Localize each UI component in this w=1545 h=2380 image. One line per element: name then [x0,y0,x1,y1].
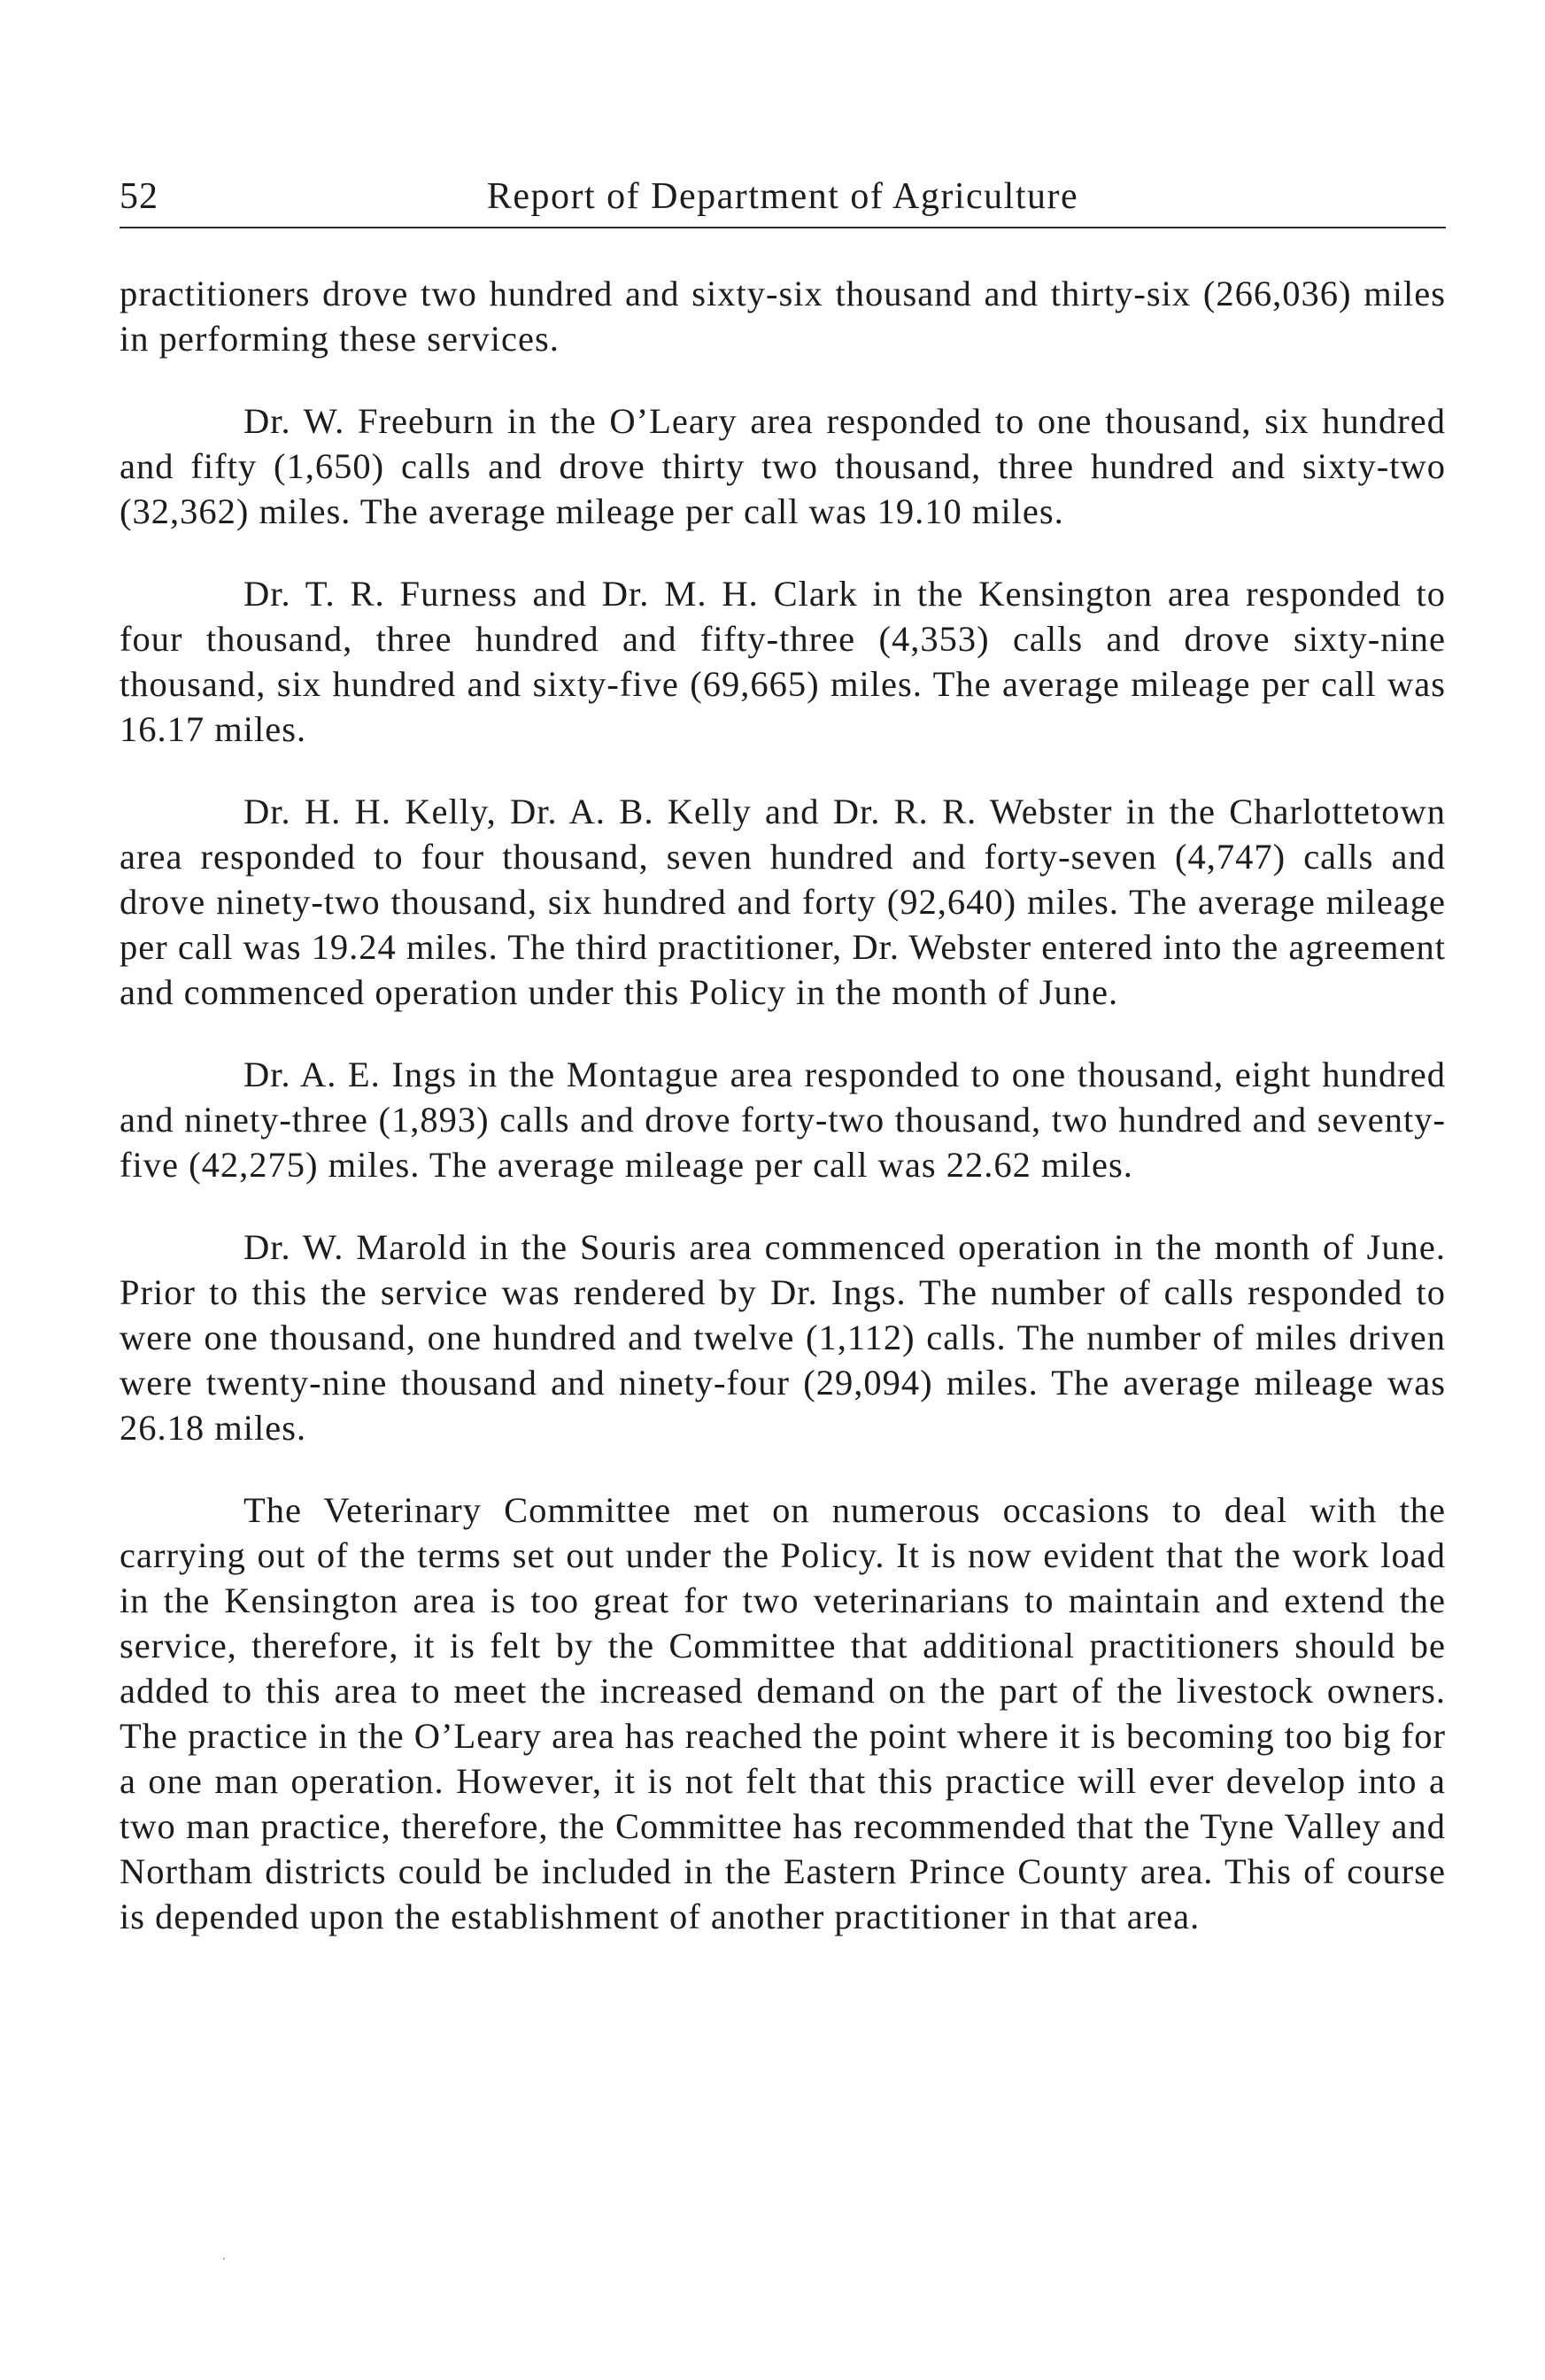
paragraph-freeburn: Dr. W. Freeburn in the O’Leary area responded to one thousand, six hundred and fifty (1,650) calls and drove thirty two thousand, three hundred and sixty-two (32,362) miles. The average mileage per call was 19.10 miles. [120,401,1446,531]
paragraph-veterinary-committee: The Veterinary Committee met on numerous occasions to deal with the carrying out of the terms set out under the Policy. It is now evident that the work load in the Kensington area is too great for two veterinarians to maintain and extend the service, therefore, it is felt by the Committee that additional practitioners should be added to this area to meet the increased demand on the part of the livestock owners. The practice in the O’Leary area has reached the point where it is becoming too big for a one man operation. However, it is not felt that this practice will ever develop into a two man practice, therefore, the Committee has recommended that the Tyne Valley and Northam districts could be included in the Eastern Prince County area. This of course is depended upon the establishment of another practitioner in that area. [120,1490,1446,1936]
paragraph-continuation: practitioners drove two hundred and sixty-six thousand and thirty-six (266,036) miles in performing these services. [120,274,1446,359]
paragraph-kelly-webster: Dr. H. H. Kelly, Dr. A. B. Kelly and Dr. R. R. Webster in the Charlottetown area responded to four thousand, seven hundred and forty-seven (4,747) calls and drove ninety-two thousand, six hundred and forty (92,640) miles. The average mileage per call was 19.24 miles. The third practitioner, Dr. Webster entered into the agreement and commenced operation under this Policy in the month of June. [120,792,1446,1012]
paper-speck [223,2258,225,2260]
paragraph-marold: Dr. W. Marold in the Souris area commenced operation in the month of June. Prior to this the service was rendered by Dr. Ings. The number of calls responded to were one thousand, one hundred and twelve (1,112) calls. The number of miles driven were twenty-nine thousand and ninety-four (29,094) miles. The average mileage was 26.18 miles. [120,1227,1446,1448]
paragraph-ings: Dr. A. E. Ings in the Montague area responded to one thousand, eight hundred and ninety-three (1,893) calls and drove forty-two thousand, two hundred and seventy-five (42,275) miles. The average mileage per call was 22.62 miles. [120,1055,1446,1185]
body-text [120,271,1446,1939]
page-number: 52 [120,176,158,217]
paragraph-furness-clark: Dr. T. R. Furness and Dr. M. H. Clark in the Kensington area responded to four thousand, three hundred and fifty-three (4,353) calls and drove sixty-nine thousand, six hundred and sixty-five (69,665) miles. The average mileage per call was 16.17 miles. [120,574,1446,749]
header-rule [120,227,1446,228]
page-header [120,170,1446,223]
running-title: Report of Department of Agriculture [486,176,1079,217]
